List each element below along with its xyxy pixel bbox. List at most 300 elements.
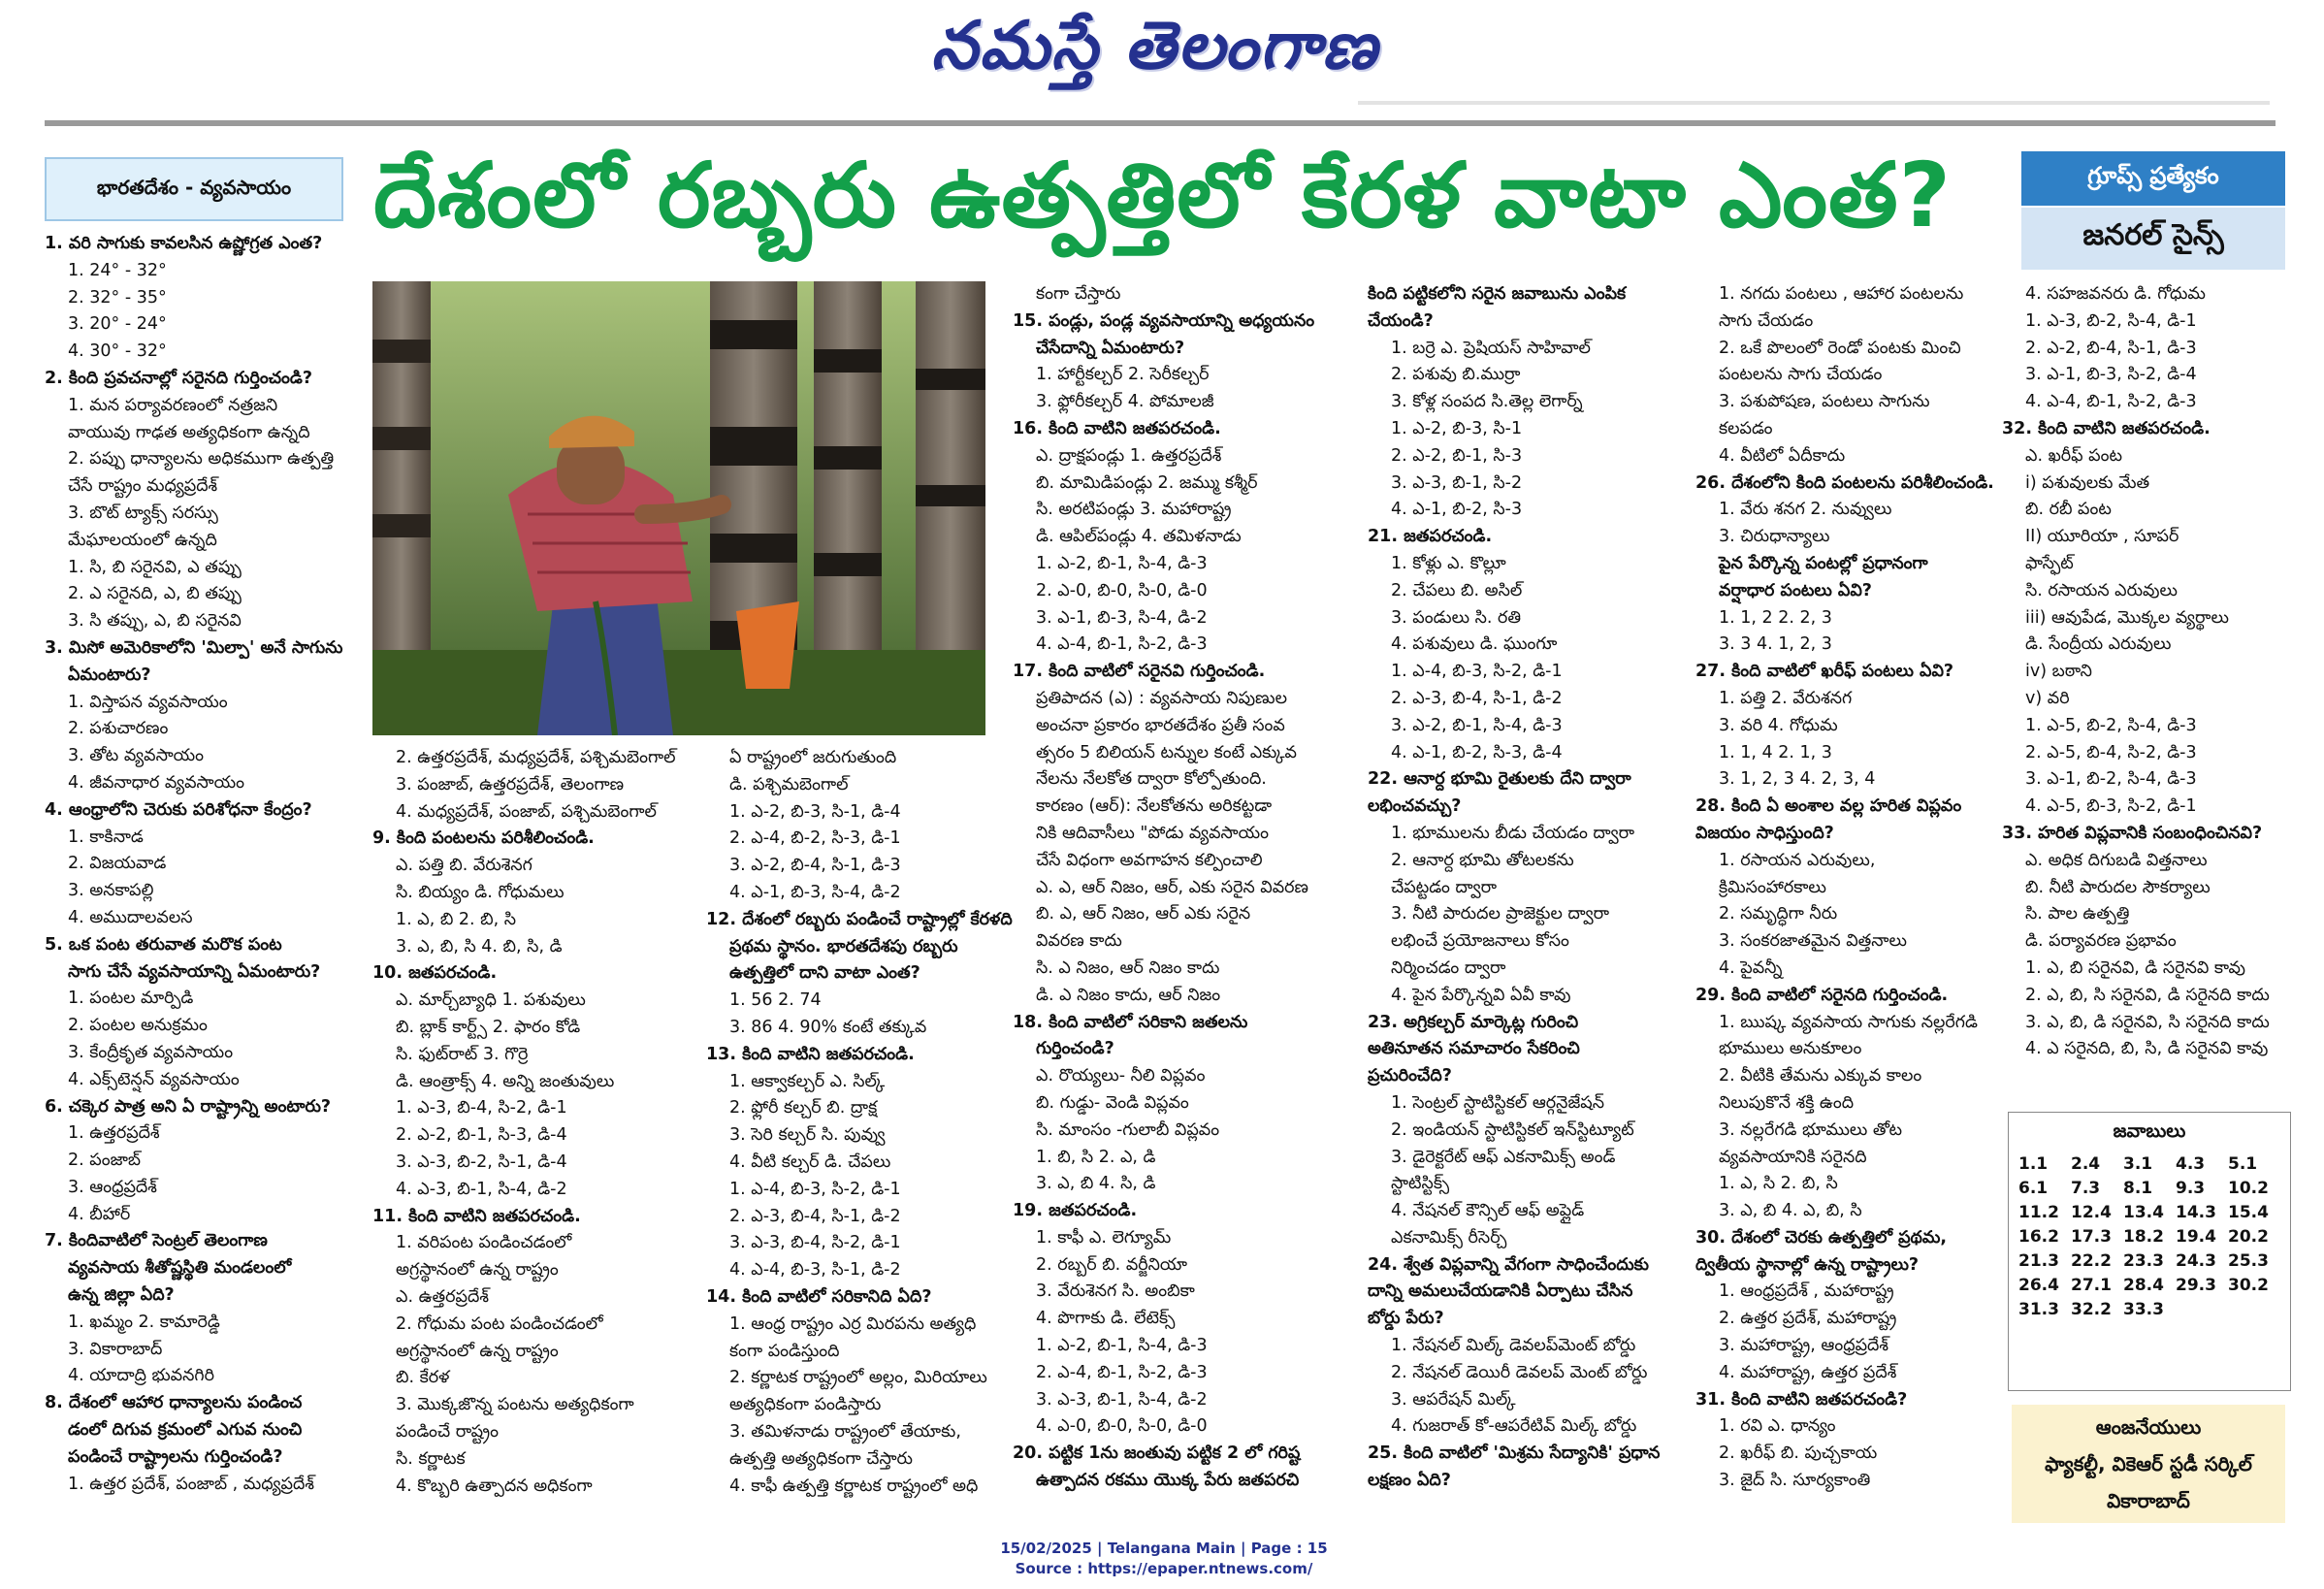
text-line: 2. గోధుమ పంట పండించడంలో	[396, 1313, 603, 1334]
answer-item: 1.1	[2018, 1154, 2049, 1174]
answer-item: 8.1	[2123, 1179, 2153, 1198]
text-line: 4. మహారాష్ట్ర, ఉత్తర ప్రదేశ్	[1719, 1362, 1897, 1382]
text-line: 2. ఎ-0, బి-0, సి-0, డి-0	[1036, 580, 1208, 600]
text-line: II) యూరియా , సూపర్	[2025, 527, 2179, 547]
text-line: ఏ రాష్ట్రంలో జరుగుతుంది	[729, 748, 897, 767]
text-line: 1. ఎ-3, బి-2, సి-4, డి-1	[2025, 310, 2197, 331]
text-line: 4. కొబ్బరి ఉత్పాదన అధికంగా	[396, 1476, 593, 1496]
text-line: సి. అరటిపండ్లు 3. మహారాష్ట్ర	[1036, 500, 1232, 520]
text-line: 2. చేపలు బి. అసిల్	[1391, 580, 1523, 600]
text-line: 18. కింది వాటిలో సరికాని జతలను	[1013, 1012, 1248, 1032]
answer-item: 3.1	[2123, 1154, 2153, 1174]
author-name: ఆంజనేయులు	[2095, 1415, 2202, 1439]
text-line: 2. ఎ-2, బి-1, సి-3, డి-4	[396, 1125, 567, 1146]
text-line: ఎ. రొయ్యలు- నీలి విప్లవం	[1036, 1066, 1206, 1086]
text-line: 3. పంజాబ్, ఉత్తరప్రదేశ్, తెలంగాణ	[396, 774, 625, 794]
text-line: 16. కింది వాటిని జతపరచండి.	[1013, 418, 1221, 438]
text-line: డి. పర్యావరణ ప్రభావం	[2025, 931, 2177, 952]
text-line: 4. వీటి కల్చర్ డి. చేపలు	[729, 1151, 891, 1172]
text-line: 26. దేశంలోని కింది పంటలను పరిశీలించండి.	[1695, 472, 1994, 493]
text-line: 1. ఎ-2, బి-3, సి-1, డి-4	[729, 801, 901, 822]
text-line: 4. వీటిలో ఏదీకాదు	[1719, 445, 1846, 466]
text-line: 4. పశువులు డి. ఘుంగూ	[1391, 634, 1558, 655]
text-line: 3. ఎ-1, బి-3, సి-2, డి-4	[2025, 365, 2197, 385]
text-line: 4. జీవనాధార వ్యవసాయం	[68, 772, 244, 793]
text-line: డి. సేంద్రీయ ఎరువులు	[2025, 634, 2172, 655]
text-line: సి. రసాయన ఎరువులు	[2025, 580, 2178, 600]
text-line: పండించే రాష్ట్రాలను గుర్తించండి?	[68, 1446, 283, 1467]
text-line: 3. కోళ్ల సంపద సి.తెల్ల లెగార్న్	[1391, 392, 1583, 412]
text-line: కంగా చేస్తారు	[1036, 284, 1121, 304]
text-line: భూములు అనుకూలం	[1719, 1039, 1862, 1059]
text-line: 3. ఎ-3, బి-1, సి-2	[1391, 472, 1523, 493]
text-line: అగ్రస్థానంలో ఉన్న రాష్ట్రం	[396, 1341, 559, 1361]
text-line: 2. ఎ-2, బి-1, సి-3	[1391, 445, 1523, 466]
text-line: బి. కేరళ	[396, 1368, 450, 1388]
text-line: 1. ఋష్క వ్యవసాయ సాగుకు నల్లరేగడి	[1719, 1012, 1978, 1032]
answer-item: 11.2	[2018, 1203, 2059, 1222]
text-line: 4. పొగాకు డి. లేటెక్స్	[1036, 1309, 1176, 1329]
text-line: 3. నల్లరేగడి భూములు తోట	[1719, 1119, 1902, 1140]
text-line: పండించే రాష్ట్రం	[396, 1421, 500, 1442]
text-line: సాగు చేయడం	[1719, 310, 1814, 331]
text-line: 1. సెంట్రల్ స్టాటిస్టికల్ ఆర్గనైజేషన్	[1391, 1092, 1605, 1113]
answer-item: 5.1	[2228, 1154, 2258, 1174]
text-line: డి. ఆపిల్‌పండ్లు 4. తమిళనాడు	[1036, 527, 1242, 547]
text-line: 2. పంజాబ్	[68, 1151, 142, 1171]
text-line: 1. సి, బి సరైనవి, ఎ తప్పు	[68, 557, 242, 577]
answer-item: 28.4	[2123, 1276, 2164, 1295]
text-line: 15. పండ్లు, పండ్ల వ్యవసాయాన్ని అధ్యయనం	[1013, 310, 1315, 331]
text-line: 1. ఎ, సి 2. బి, సి	[1719, 1174, 1838, 1194]
text-line: 4. ఎ-4, బి-1, సి-2, డి-3	[2025, 392, 2197, 412]
text-line: 2. వీటికి తేమను ఎక్కువ కాలం	[1719, 1066, 1922, 1086]
text-line: 10. జతపరచండి.	[372, 963, 498, 984]
text-line: 11. కింది వాటిని జతపరచండి.	[372, 1206, 581, 1226]
text-line: 4. ఎ సరైనది, బి, సి, డి సరైనవి కావు	[2025, 1039, 2269, 1059]
text-line: 4. గుజరాత్ కో-ఆపరేటివ్ మిల్క్ బోర్డు	[1391, 1416, 1637, 1437]
text-line: 3. 86 4. 90% కంటే తక్కువ	[729, 1017, 927, 1037]
text-line: 1. ఎ-5, బి-2, సి-4, డి-3	[2025, 715, 2197, 735]
text-line: 2. నేషనల్ డెయిరీ డెవలప్ మెంట్ బోర్డు	[1391, 1362, 1648, 1382]
text-line: 3. నీటి పారుదల ప్రాజెక్టుల ద్వారా	[1391, 904, 1610, 924]
text-line: 3. వికారాబాద్	[68, 1339, 163, 1359]
text-line: 25. కింది వాటిలో 'మిశ్రమ సేద్యానికి' ప్రధాన	[1368, 1443, 1661, 1464]
text-line: 1. 56 2. 74	[729, 990, 822, 1011]
text-line: 1. ఎ-4, బి-3, సి-2, డి-1	[729, 1179, 901, 1199]
text-line: 1. ఉత్తర ప్రదేశ్, పంజాబ్ , మధ్యప్రదేశ్	[68, 1474, 314, 1494]
text-line: మేఘాలయంలో ఉన్నది	[68, 530, 217, 550]
answer-item: 23.3	[2123, 1251, 2164, 1271]
text-line: 3. బొట్ ట్యాక్స్ సరస్సు	[68, 503, 218, 523]
answer-item: 17.3	[2071, 1227, 2112, 1247]
author-location: వికారాబాద్	[2107, 1489, 2190, 1512]
text-line: కంగా పండిస్తుంది	[729, 1341, 840, 1361]
text-line: వర్షాధార పంటలు ఏవి?	[1719, 580, 1872, 600]
text-line: ఎ. పత్తి బి. వేరుశెనగ	[396, 856, 533, 876]
text-line: కలపడం	[1719, 418, 1773, 438]
text-line: 3. తమిళనాడు రాష్ట్రంలో తేయాకు,	[729, 1421, 961, 1442]
text-line: 3. సంకరజాతమైన విత్తనాలు	[1719, 931, 1907, 952]
answer-item: 24.3	[2176, 1251, 2216, 1271]
text-line: 1. 1, 4 2. 1, 3	[1719, 742, 1832, 762]
text-line: 1. నేషనల్ మిల్క్ డెవలప్‌మెంట్ బోర్డు	[1391, 1336, 1636, 1356]
text-line: గుర్తించండి?	[1036, 1039, 1114, 1059]
text-line: లభించవచ్చు?	[1368, 796, 1462, 817]
text-line: ఎ. ఎ, ఆర్ నిజం, ఆర్, ఎకు సరైన వివరణ	[1036, 877, 1309, 897]
text-line: ఉత్పత్తి అత్యధికంగా చేస్తారు	[729, 1448, 913, 1469]
answer-item: 10.2	[2228, 1179, 2269, 1198]
text-line: 3. ఆంధ్రప్రదేశ్	[68, 1177, 157, 1197]
answer-item: 26.4	[2018, 1276, 2059, 1295]
text-line: 3. మహారాష్ట్ర, ఆంధ్రప్రదేశ్	[1719, 1336, 1889, 1356]
text-line: 4. ఎ-1, బి-2, సి-3	[1391, 500, 1523, 520]
text-line: 2. ఎ-5, బి-4, సి-2, డి-3	[2025, 742, 2197, 762]
text-line: సి. బియ్యం డి. గోధుమలు	[396, 882, 565, 902]
text-line: చేయండి?	[1368, 310, 1434, 331]
text-line: 4. యాదాద్రి భువనగిరి	[68, 1366, 214, 1386]
text-line: 2. పంటల అనుక్రమం	[68, 1016, 208, 1036]
answer-item: 12.4	[2071, 1203, 2112, 1222]
text-line: బి. బ్లాక్ కార్ట్స్ 2. ఫారం కోడి	[396, 1017, 581, 1037]
text-line: 3. 20° - 24°	[68, 314, 167, 335]
text-line: పైన పేర్కొన్న పంటల్లో ప్రధానంగా	[1719, 553, 1928, 573]
text-line: ఉన్న జిల్లా ఏది?	[68, 1285, 175, 1306]
text-line: 1. ఎ, బి సరైనవి, డి సరైనవి కావు	[2025, 957, 2245, 978]
text-line: 3. ఎ-3, బి-1, సి-4, డి-2	[1036, 1389, 1208, 1410]
text-line: 1. వరి సాగుకు కావలసిన ఉష్ణోగ్రత ఎంత?	[45, 234, 323, 253]
questions-column-5	[1695, 281, 2016, 1513]
text-line: 1. బి, సి 2. ఎ, డి	[1036, 1147, 1156, 1167]
text-line: చేసే విధంగా అవగాహన కల్పించాలి	[1036, 850, 1263, 870]
questions-column-3-lower	[706, 745, 1013, 1511]
text-line: వివరణ కాదు	[1036, 931, 1122, 952]
text-line: బి. గుడ్డు- వెండి విప్లవం	[1036, 1092, 1189, 1113]
text-line: సి. మాంసం -గులాబీ విప్లవం	[1036, 1119, 1220, 1140]
section-label: భారతదేశం - వ్యవసాయం	[45, 157, 343, 221]
text-line: సి. ఎ నిజం, ఆర్ నిజం కాదు	[1036, 957, 1220, 978]
text-line: 3. ఎ-3, బి-4, సి-2, డి-1	[729, 1233, 901, 1253]
text-line: 2. ఎ-4, బి-1, సి-2, డి-3	[1036, 1362, 1208, 1382]
answer-item: 27.1	[2071, 1276, 2112, 1295]
text-line: 3. ఫ్లోరీకల్చర్ 4. పోమాలజీ	[1036, 392, 1214, 412]
answer-item: 14.3	[2176, 1203, 2216, 1222]
text-line: 3. ఎ, బి 4. సి, డి	[1036, 1174, 1156, 1194]
answer-item: 25.3	[2228, 1251, 2269, 1271]
text-line: 1. ఎ-2, బి-3, సి-1	[1391, 418, 1523, 438]
text-line: 2. ఉత్తర ప్రదేశ్, మహారాష్ట్ర	[1719, 1309, 1897, 1329]
text-line: 4. మధ్యప్రదేశ్, పంజాబ్, పశ్చిమబెంగాల్	[396, 801, 657, 822]
text-line: 3. ఎ-2, బి-4, సి-1, డి-3	[729, 856, 901, 876]
text-line: 1. ఆంధ్ర రాష్ట్రం ఎర్ర మిరపను అత్యధి	[729, 1313, 977, 1334]
text-line: 4. ఎ-3, బి-1, సి-4, డి-2	[396, 1179, 567, 1199]
text-line: 2. పశువు బి.ముర్రా	[1391, 365, 1521, 385]
answer-item: 18.2	[2123, 1227, 2164, 1247]
text-line: ప్రచురించేది?	[1368, 1066, 1452, 1086]
general-science-badge: జనరల్ సైన్స్	[2021, 208, 2285, 270]
text-line: 2. ఎ, బి, సి సరైనవి, డి సరైనది కాదు	[2025, 985, 2270, 1005]
text-line: 7. కిందివాటిలో సెంట్రల్ తెలంగాణ	[45, 1231, 268, 1251]
newspaper-logo: నమస్తే తెలంగాణ	[931, 8, 1379, 84]
text-line: క్రిమిసంహారకాలు	[1719, 877, 1826, 897]
text-line: ఉత్పాదన రకము యొక్క పేరు జతపరచి	[1036, 1471, 1300, 1491]
text-line: 2. ఇండియన్ స్టాటిస్టికల్ ఇన్‌స్టిట్యూట్	[1391, 1119, 1634, 1140]
text-line: 3. జైద్ సి. సూర్యకాంతి	[1719, 1471, 1871, 1491]
text-line: 1. రవి ఎ. ధాన్యం	[1719, 1416, 1836, 1437]
text-line: 3. అనకాపల్లి	[68, 881, 154, 901]
text-line: 2. ఫ్లోరీ కల్చర్ బి. ద్రాక్ష	[729, 1098, 878, 1119]
text-line: సి. పాల ఉత్పత్తి	[2025, 904, 2130, 924]
text-line: 4. పైన పేర్కొన్నవి ఏవీ కావు	[1391, 985, 1571, 1005]
text-line: 1. భూములను బీడు చేయడం ద్వారా	[1391, 823, 1635, 843]
text-line: దాన్ని అమలుచేయడానికి ఏర్పాటు చేసిన	[1368, 1281, 1633, 1302]
text-line: 24. శ్వేత విప్లవాన్ని వేగంగా సాధించేందుకు	[1368, 1254, 1649, 1275]
text-line: 1. పత్తి 2. వేరుశనగ	[1719, 688, 1853, 708]
text-line: 3. ఎ-1, బి-3, సి-4, డి-2	[1036, 607, 1208, 628]
text-line: 2. రబ్బర్ బి. వర్జీనియా	[1036, 1254, 1188, 1275]
text-line: 33. హరిత విప్లవానికి సంబంధించినవి?	[2002, 823, 2263, 843]
masthead	[0, 0, 2324, 107]
text-line: 1. 24° - 32°	[68, 260, 167, 280]
text-line: 1. బర్రె ఎ. ప్రెషియస్ సాహివాల్	[1391, 338, 1591, 358]
text-line: 4. ఎ-1, బి-2, సి-3, డి-4	[1391, 742, 1563, 762]
answer-item: 32.2	[2071, 1300, 2112, 1319]
text-line: 2. ఎ-2, బి-4, సి-1, డి-3	[2025, 338, 2197, 358]
text-line: 2. ఎ-3, బి-4, సి-1, డి-2	[729, 1206, 901, 1226]
text-line: 22. ఆనార్ద భూమి రైతులకు దేని ద్వారా	[1368, 769, 1631, 790]
text-line: ప్రతిపాదన (ఎ) : వ్యవసాయ నిపుణుల	[1036, 688, 1287, 708]
text-line: ఎ. ఖరీఫ్ పంట	[2025, 445, 2122, 466]
answer-item: 9.3	[2176, 1179, 2206, 1198]
text-line: డి. ఆంత్రాక్స్ 4. అన్ని జంతువులు	[396, 1071, 615, 1091]
text-line: 8. దేశంలో ఆహార ధాన్యాలను పండించ	[45, 1393, 303, 1413]
questions-column-4	[1368, 281, 1697, 1513]
footer-source: Source : https://epaper.ntnews.com/	[1015, 1560, 1313, 1577]
text-line: 1. రసాయన ఎరువులు,	[1719, 850, 1876, 870]
answer-item: 7.3	[2071, 1179, 2101, 1198]
text-line: 19. జతపరచండి.	[1013, 1201, 1138, 1221]
text-line: 2. ఒకే పొలంలో రెండో పంటకు మించి	[1719, 338, 1961, 358]
text-line: 3. సెరి కల్చర్ సి. పువ్వు	[729, 1125, 886, 1146]
answer-key-box	[2008, 1112, 2291, 1391]
text-line: 27. కింది వాటిలో ఖరీఫ్ పంటలు ఏవి?	[1695, 662, 1954, 682]
text-line: ప్రథమ స్థానం. భారతదేశపు రబ్బరు	[729, 936, 958, 957]
text-line: 9. కింది పంటలను పరిశీలించండి.	[372, 828, 595, 849]
questions-column-1	[45, 231, 351, 1511]
text-line: 3. పశుపోషణ, పంటలు సాగును	[1719, 392, 1930, 412]
text-line: 3. ఎ-1, బి-2, సి-4, డి-3	[2025, 769, 2197, 790]
text-line: 4. 30° - 32°	[68, 341, 167, 362]
text-line: 3. ఎ, బి, సి 4. బి, సి, డి	[396, 936, 563, 957]
text-line: 2. ఆనార్ద భూమి తోటలకను	[1391, 850, 1574, 870]
text-line: 2. పశుచారణం	[68, 719, 169, 739]
text-line: 4. కాఫీ ఉత్పత్తి కర్ణాటక రాష్ట్రంలో అధి	[729, 1476, 979, 1496]
text-line: లభించే ప్రయోజనాలు కోసం	[1391, 931, 1569, 952]
text-line: iii) ఆవుపేడ, మొక్కల వ్యర్థాలు	[2025, 607, 2229, 628]
text-line: 1. ఎ-4, బి-3, సి-2, డి-1	[1391, 662, 1563, 682]
text-line: డంలో దిగువ క్రమంలో ఎగువ నుంచి	[68, 1420, 303, 1441]
questions-column-3	[1013, 281, 1348, 1513]
text-line: లక్షణం ఏది?	[1368, 1471, 1451, 1491]
answer-item: 2.4	[2071, 1154, 2101, 1174]
text-line: 4. అముదాలవలస	[68, 907, 193, 927]
text-line: ఉత్పత్తిలో దాని వాటా ఎంత?	[729, 963, 920, 984]
answer-key-grid	[2009, 1147, 2290, 1327]
text-line: ఎ. ద్రాక్షపండ్లు 1. ఉత్తరప్రదేశ్	[1036, 445, 1222, 466]
text-line: స్టాటిస్టిక్స్	[1391, 1174, 1450, 1194]
text-line: సి. కర్ణాటక	[396, 1448, 466, 1469]
headline: దేశంలో రబ్బరు ఉత్పత్తిలో కేరళ వాటా ఎంత?	[373, 144, 1953, 247]
text-line: ద్వితీయ స్థానాల్లో ఉన్న రాష్ట్రాలు?	[1695, 1254, 1920, 1275]
text-line: 3. కేంద్రీకృత వ్యవసాయం	[68, 1042, 234, 1062]
text-line: బి. మామిడిపండ్లు 2. జమ్ము కశ్మీర్	[1036, 472, 1258, 493]
text-line: 4. ఎ-1, బి-3, సి-4, డి-2	[729, 882, 901, 902]
text-line: 1. విస్తాపన వ్యవసాయం	[68, 692, 228, 712]
text-line: 1. వరిపంట పండించడంలో	[396, 1233, 572, 1253]
text-line: ఫాస్ఫేట్	[2025, 553, 2074, 573]
text-line: ఎ. ఉత్తరప్రదేశ్	[396, 1286, 489, 1307]
text-line: 1. కాకినాడ	[68, 827, 144, 847]
text-line: 3. తోట వ్యవసాయం	[68, 746, 204, 766]
text-line: 1. ఎ-2, బి-1, సి-4, డి-3	[1036, 553, 1208, 573]
rubber-tapper-illustration	[372, 281, 985, 735]
text-line: కింది పట్టికలోని సరైన జవాబును ఎంపిక	[1368, 284, 1627, 304]
text-line: కారణం (ఆర్): నేలకోతను అరికట్టడా	[1036, 796, 1273, 817]
author-credit	[2012, 1405, 2285, 1523]
text-line: అతినూతన సమాచారం సేకరించి	[1368, 1039, 1580, 1059]
text-line: 3. డైరెక్టరేట్ ఆఫ్ ఎకనామిక్స్ అండ్	[1391, 1147, 1616, 1167]
questions-column-6	[2002, 281, 2293, 1096]
questions-column-2	[372, 745, 702, 1511]
text-line: అత్యధికంగా పండిస్తారు	[729, 1395, 882, 1415]
text-line: 3. ఎ-2, బి-1, సి-4, డి-3	[1391, 715, 1563, 735]
text-line: 4. ఎ-4, బి-1, సి-2, డి-3	[1036, 634, 1208, 655]
text-line: 3. వేరుశెనగ సి. అంబికా	[1036, 1281, 1195, 1302]
text-line: బి. రబీ పంట	[2025, 500, 2112, 520]
text-line: 1. ఎ-2, బి-1, సి-4, డి-3	[1036, 1336, 1208, 1356]
text-line: 4. ఎ-5, బి-3, సి-2, డి-1	[2025, 796, 2197, 817]
text-line: 3. మిసో అమెరికాలోని 'మిల్పా' అనే సాగును	[45, 637, 343, 658]
text-line: ఎ. మార్చ్‌బ్యాధి 1. పశువులు	[396, 990, 586, 1011]
text-line: 1. వేరు శనగ 2. నువ్వులు	[1719, 500, 1892, 520]
text-line: బి. నీటి పారుదల సౌకర్యాలు	[2025, 877, 2211, 897]
text-line: వాయువు గాఢత అత్యధికంగా ఉన్నది	[68, 422, 310, 442]
text-line: 4. బీహార్	[68, 1204, 131, 1224]
text-line: 2. కర్ణాటక రాష్ట్రంలో అల్లం, మిరియాలు	[729, 1368, 987, 1388]
text-line: 12. దేశంలో రబ్బరు పండించే రాష్ట్రాల్లో కేరళది	[706, 909, 1013, 929]
text-line: 3. మొక్కజొన్న పంటను అత్యధికంగా	[396, 1395, 634, 1415]
text-line: 2. సమృద్ధిగా నీరు	[1719, 904, 1838, 924]
text-line: ఎకనామిక్స్ రీసెర్చ్	[1391, 1227, 1507, 1248]
text-line: 4. పైవన్నీ	[1719, 957, 1783, 978]
text-line: 3. 3 4. 1, 2, 3	[1719, 634, 1832, 655]
text-line: ఏమంటారు?	[68, 665, 151, 685]
text-line: 31. కింది వాటిని జతపరచండి?	[1695, 1389, 1908, 1410]
text-line: 30. దేశంలో చెరకు ఉత్పత్తిలో ప్రథమ,	[1695, 1227, 1948, 1248]
text-line: చేసేదాన్ని ఏమంటారు?	[1036, 338, 1185, 358]
text-line: 29. కింది వాటిలో సరైనది గుర్తించండి.	[1695, 985, 1949, 1005]
answer-key-title: జవాబులు	[2113, 1120, 2186, 1142]
text-line: 1. నగదు పంటలు , ఆహార పంటలను	[1719, 284, 1964, 304]
text-line: 2. ఎ-4, బి-2, సి-3, డి-1	[729, 828, 901, 849]
text-line: 20. పట్టిక 1ను జంతువు పట్టిక 2 లో గరిష్ట	[1013, 1443, 1301, 1464]
text-line: బి. ఎ, ఆర్ నిజం, ఆర్ ఎకు సరైన	[1036, 904, 1251, 924]
text-line: 5. ఒక పంట తరువాత మరొక పంట	[45, 934, 282, 955]
text-line: 2. ఎ-3, బి-4, సి-1, డి-2	[1391, 688, 1563, 708]
page-footer	[873, 1539, 1455, 1579]
answer-item: 30.2	[2228, 1276, 2269, 1295]
text-line: 2. ఎ సరైనది, ఎ, బి తప్పు	[68, 584, 242, 604]
rubber-tapping-photo	[372, 281, 985, 735]
answer-item: 31.3	[2018, 1300, 2059, 1319]
text-line: నేలను నేలకోత ద్వారా కోల్పోతుంది.	[1036, 769, 1267, 790]
text-line: 1. కాఫీ ఎ. లెగ్యూమ్	[1036, 1227, 1172, 1248]
text-line: 23. అగ్రికల్చర్ మార్కెట్ల గురించి	[1368, 1012, 1579, 1032]
text-line: 1. ఎ-3, బి-4, సి-2, డి-1	[396, 1098, 567, 1119]
answer-item: 20.2	[2228, 1227, 2269, 1247]
text-line: 21. జతపరచండి.	[1368, 527, 1493, 547]
text-line: త్సరం 5 బిలియన్ టన్నుల కంటే ఎక్కువ	[1036, 742, 1297, 762]
text-line: నికి ఆదివాసీలు "పోడు వ్యవసాయం	[1036, 823, 1269, 843]
text-line: 4. నేషనల్ కౌన్సిల్ ఆఫ్ అప్లైడ్	[1391, 1201, 1585, 1221]
text-line: 3. చిరుధాన్యాలు	[1719, 527, 1830, 547]
answer-item: 33.3	[2123, 1300, 2164, 1319]
text-line: డి. పశ్చిమబెంగాల్	[729, 774, 849, 794]
text-line: ఎ. అధిక దిగుబడి విత్తనాలు	[2025, 850, 2208, 870]
text-line: 1. ఆక్వాకల్చర్ ఎ. సిల్క్	[729, 1071, 886, 1091]
text-line: 17. కింది వాటిలో సరైనవి గుర్తించండి.	[1013, 662, 1266, 682]
text-line: చేపట్టడం ద్వారా	[1391, 877, 1497, 897]
header-rule	[45, 120, 2276, 126]
text-line: బోర్డు పేరు?	[1368, 1309, 1444, 1329]
text-line: 1. ఆంధ్రప్రదేశ్ , మహారాష్ట్ర	[1719, 1281, 1894, 1302]
text-line: v) వరి	[2025, 688, 2070, 708]
answer-item: 21.3	[2018, 1251, 2059, 1271]
text-line: 32. కింది వాటిని జతపరచండి.	[2002, 418, 2211, 438]
text-line: విజయం సాధిస్తుంది?	[1695, 823, 1834, 843]
text-line: 28. కింది ఏ అంశాల వల్ల హరిత విప్లవం	[1695, 796, 1962, 817]
text-line: 2. 32° - 35°	[68, 287, 167, 308]
text-line: 3. ఎ, బి 4. ఎ, బి, సి	[1719, 1201, 1862, 1221]
text-line: 6. చక్కెర పాత్ర అని ఏ రాష్ట్రాన్ని అంటారు?	[45, 1096, 332, 1117]
answer-item: 15.4	[2228, 1203, 2269, 1222]
text-line: 4. సహజవనరు డి. గోధుమ	[2025, 284, 2206, 304]
text-line: 3. సి తప్పు, ఎ, బి సరైనవి	[68, 611, 242, 632]
answer-item: 29.3	[2176, 1276, 2216, 1295]
text-line: చేసే రాష్ట్రం మధ్యప్రదేశ్	[68, 476, 218, 497]
header-thin-rule	[1358, 101, 2270, 105]
text-line: సి. ఫుట్‌రాట్ 3. గొర్రె	[396, 1044, 529, 1064]
text-line: 3. ఎ, బి, డి సరైనవి, సి సరైనది కాదు	[2025, 1012, 2270, 1032]
text-line: పంటలను సాగు చేయడం	[1719, 365, 1883, 385]
text-line: 1. మన పర్యావరణంలో నత్రజని	[68, 395, 278, 415]
answer-item: 6.1	[2018, 1179, 2049, 1198]
text-line: 4. ఆంధ్రాలోని చెరుకు పరిశోధనా కేంద్రం?	[45, 799, 312, 820]
text-line: అగ్రస్థానంలో ఉన్న రాష్ట్రం	[396, 1260, 559, 1281]
text-line: 3. ఆపరేషన్ మిల్క్	[1391, 1389, 1516, 1410]
text-line: నిర్మించడం ద్వారా	[1391, 957, 1506, 978]
text-line: 3. ఎ-3, బి-2, సి-1, డి-4	[396, 1151, 567, 1172]
text-line: 3. పండులు సి. రతి	[1391, 607, 1522, 628]
text-line: 14. కింది వాటిలో సరికానిది ఏది?	[706, 1286, 932, 1307]
answer-item: 13.4	[2123, 1203, 2164, 1222]
answer-item: 19.4	[2176, 1227, 2216, 1247]
text-line: 2. విజయవాడ	[68, 854, 167, 874]
text-line: 4. ఎ-0, బి-0, సి-0, డి-0	[1036, 1416, 1208, 1437]
text-line: 1. ఉత్తరప్రదేశ్	[68, 1123, 160, 1144]
footer-date-page: 15/02/2025 | Telangana Main | Page : 15	[1000, 1540, 1328, 1557]
text-line: అంచనా ప్రకారం భారతదేశం ప్రతీ సంవ	[1036, 715, 1285, 735]
